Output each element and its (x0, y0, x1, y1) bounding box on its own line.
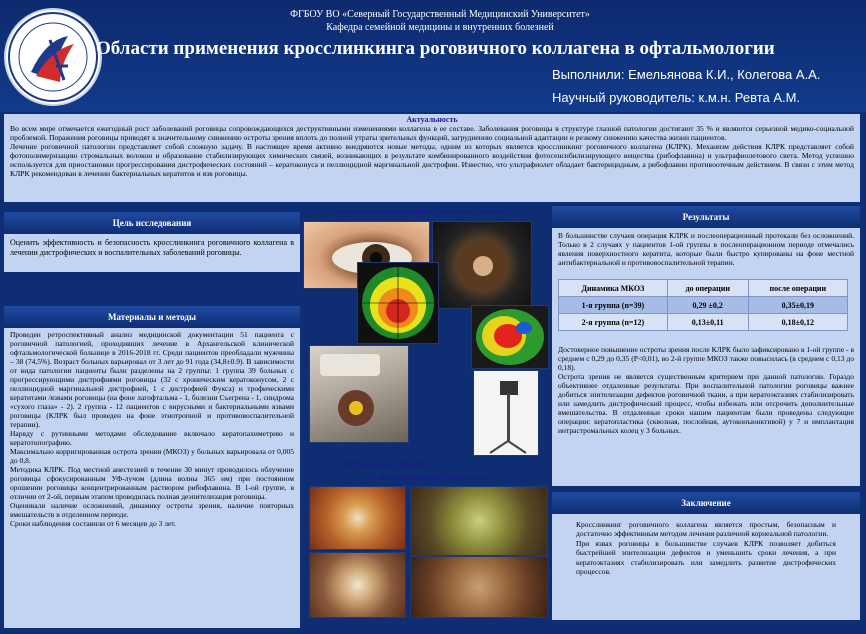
figure-caption-ulcers: Язва роговицы до и после КЛРК (378, 473, 490, 482)
department-line: Кафедра семейной медицины и внутренних болезней (326, 22, 554, 33)
methods-panel (4, 328, 300, 628)
relevance-heading: Актуальность (406, 115, 458, 124)
uv-device-icon (310, 346, 408, 442)
results-p2: Достоверное повышение остроты зрения после КЛРК было зафиксировано в 1-ой группе - в среднем с 0,29 до 0,35 (Р<0,01), во 2-й группе МКОЗ также повысилась (в среднем с 0,13 до 0,18). (558, 345, 854, 372)
figure-caption-keratoconus: Кератоконус и пеллюцидная дистрофия роговицы (336, 207, 508, 216)
table-row (559, 314, 848, 331)
methods-heading-bar (4, 306, 300, 328)
table-cell: 0,29 ±0,2 (667, 297, 748, 314)
topography-map-icon (358, 263, 438, 343)
methods-p1: Проведен ретроспективный анализ медицинской документации 51 пациента с роговичной патологией, проходивших лечение в Архангельской клинической офтальмологической больнице в 2016-2018 гг. Среди пациентов преобладали мужчины – 38 (74,5%). Возраст больных варьировал от 3 лет до 91 года (34,8±0.9). В зависимости от вида патологии пациенты были разделены на 2 группы: 1 группа 39 больных с прогрессирующими дистрофиями роговицы (32 с хроническим кератоконусом, 2 с пеллюцидной маргинальной дистрофией, 1 с дистрофией Фукса) и трофическими кератитами /язвами роговицы (на фоне лагофтальма - 1, болезни Съегрена - 1, синдрома «сухого глаза» - 2). 2 группа - 12 пациентов с вирусными и бактериальными язвами роговицы (КЛРК был проведен на фоне этиотропной и противовоспалительной терапии). (10, 330, 294, 429)
goal-text: Оценить эффективность и безопасность кросслинкинга роговичного коллагена в лечении дистрофических и воспалительных заболеваний роговицы. (4, 234, 300, 272)
logo-emblem-icon (6, 10, 100, 104)
results-p3: Острота зрения не является существенным критерием при данной патологии. Гораздо объективнее отдаленные результаты. При воспалительной патологии роговицы важнее добиться эпителизации дефектов роговичной ткани, а при кератоэктазиях стабилизировать или замедлить дистрофический процесс, чтобы избежать или отсрочить дополнительные вмешательства. В отдаленные сроки нашим пациентам были проведены следующие операции: кератопластика (сквозная, послойная, аутоконъюнктивой) у 7 и имплантация интрастромальных колец у 3 больных. (558, 372, 854, 435)
topography-map-2 (471, 305, 549, 369)
conclusion-heading-bar (552, 492, 860, 514)
goal-heading: Цель исследования (112, 218, 192, 228)
crosslinking-device-photo (473, 370, 539, 456)
table-cell: 1-я группа (n=39) (559, 297, 668, 314)
conclusion-p1: Кросслинкинг роговичного коллагена является простым, безопасным и достаточно эффективным методом лечения различной корнеальной патологии. (576, 520, 836, 539)
methods-heading: Материалы и методы (108, 312, 196, 322)
device-stand-icon (474, 371, 538, 455)
table-cell: 2-я группа (n=12) (559, 314, 668, 331)
methods-p5: Оценивали наличие осложнений, динамику остроты зрения, наличие повторных вмешательств в отделенном периоде. (10, 501, 294, 519)
poster-title: Области применения кросслинкинга роговичного коллагена в офтальмологии (96, 38, 775, 59)
authors: Выполнили: Емельянова К.И., Колегова А.А. (552, 67, 821, 82)
results-heading-bar (552, 206, 860, 228)
ulcer-after-photo-1 (410, 486, 548, 556)
table-header-cell: до операции (667, 280, 748, 297)
goal-heading-bar (4, 212, 300, 234)
results-p1: В большинстве случаев операция КЛРК и послеоперационный протекали без осложнений. Только в 2 случаях у пациентов 1-ой группы в послеоперационном периоде отмечались явления поверхностного кератита, которые были быстро купированы на фоне местной антибактериальной и противовоспалительной терапии. (558, 231, 854, 267)
conclusion-panel (552, 514, 860, 620)
table-header-cell: после операции (748, 280, 847, 297)
ulcer-after-photo-2 (410, 556, 548, 618)
results-heading: Результаты (682, 212, 730, 222)
table-cell: 0,35±0,19 (748, 297, 847, 314)
visual-acuity-table (558, 279, 848, 331)
table-cell: 0,13±0,11 (667, 314, 748, 331)
supervisor: Научный руководитель: к.м.н. Ревта А.М. (552, 90, 801, 105)
table-row (559, 297, 848, 314)
crosslinking-procedure-photo (309, 345, 409, 443)
table-header-cell: Динамика МКОЗ (559, 280, 668, 297)
conclusion-p2: При язвах роговицы в большинстве случаев КЛРК позволяет добиться быстрейшей эпителизации дефектов и уменьшить сроки лечения, а при кератоэктазиях стабилизировать или замедлить развитие дистрофических процессов. (576, 538, 836, 577)
ulcer-before-photo-1 (309, 486, 406, 550)
figure-caption-technique: Методика кросслинкинга (342, 459, 430, 468)
university-line: ФГБОУ ВО «Северный Государственный Медицинский Университет» (290, 9, 590, 20)
relevance-p1: Во всем мире отмечается ежегодный рост заболеваний роговицы сопровождающихся деструктивными изменениями коллагена в ее составе. Заболевания роговицы в структуре глазной патологии достигают 35 % и являются серьезной медико-социальной проблемой. Поражения роговицы приводят к значительному снижению остроты зрения вплоть до полной утраты зрительных функций, загрудненню социальной адаптации и резкому снижению качества жизни пациентов. (10, 124, 854, 142)
results-panel (552, 228, 860, 486)
methods-p4: Методика КЛРК. Под местной анестезией в течение 30 минут проводилось облучение роговицы сфокусированным УФ-лучом (длина волны 365 нм) при постоянном орошении роговицы концентрированным раствором рибофлавина. В 1-ой группе, в отличии от 2-ой, первым этапом проводилась полная деэпителизация роговицы. (10, 465, 294, 501)
topography-map-1 (357, 262, 439, 344)
relevance-p2: Лечение роговичной патологии представляет собой сложную задачу. В настоящее время активно внедряются новые методы, одним из которых является кросслинкинг роговичного коллагена (КЛРК). Механизм действия КЛРК представляет собой фотополимеризацию стромальных волокон и образование стабилизирующих химических связей, возникающих в результате комбинированного воздействия фотосенсибилизирующего вещества (рибофлавина) и ультрафиолетового света. Метод успешно используется для приостановки прогрессирования дистрофических состояний – кератоконуса и пеллюцидной маргинальной дистрофии. Известно, что ультрафиолет обладает бактерицидным, а рибофлавин противоотечным действием. В связи с этим метод КЛРК рекомендован в лечении бактериальных кератитов и язв роговицы. (10, 142, 854, 178)
methods-p3: Максимально корригированная острота зрения (МКОЗ) у больных варьировала от 0,005 до 0,8. (10, 447, 294, 465)
topography-map-icon (472, 306, 548, 368)
methods-p6: Сроки наблюдения составили от 6 месяцев до 3 лет. (10, 519, 176, 528)
table-cell: 0,18±0,12 (748, 314, 847, 331)
eye-icon (433, 222, 531, 308)
university-logo (4, 8, 102, 106)
ulcer-before-photo-2 (309, 552, 406, 618)
methods-p2: Наряду с рутинными методами обследование включало кератопахиметрию и кератотопографию. (10, 429, 294, 447)
eye-photo-pellucid (432, 221, 532, 309)
conclusion-heading: Заключение (681, 498, 731, 508)
relevance-panel (4, 114, 860, 202)
university-name (230, 8, 650, 34)
